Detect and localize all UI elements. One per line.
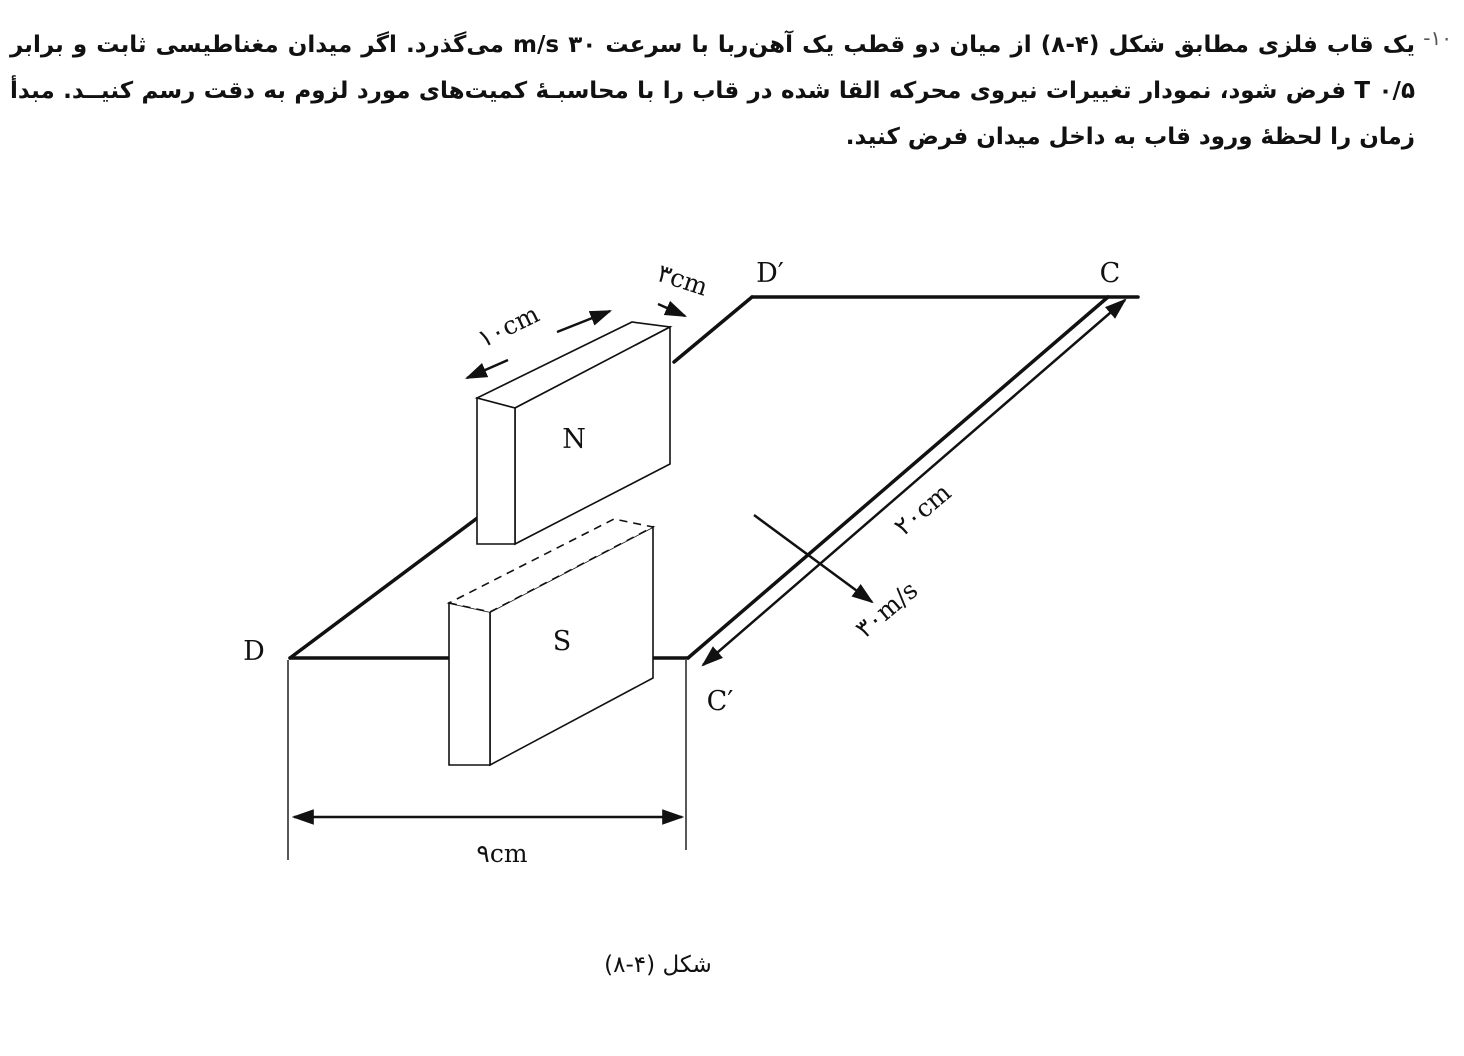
- metal-frame: [290, 297, 1138, 658]
- figure-caption: شکل (۴-۸): [604, 952, 712, 978]
- frame-length-label: ۲۰cm: [888, 477, 957, 542]
- magnet-gap-label: ۳cm: [653, 258, 712, 302]
- frame-length-arrow: [703, 300, 1125, 665]
- corner-d-prime-label: D′: [756, 258, 784, 289]
- corner-d-label: D: [243, 636, 265, 667]
- south-magnet: [449, 519, 653, 765]
- velocity-label: ۳۰m/s: [849, 575, 924, 644]
- corner-c-prime-label: C′: [706, 686, 734, 717]
- magnet-gap-arrow: [658, 304, 685, 316]
- magnet-length-arrow-right: [557, 311, 610, 332]
- question-number: -۱۰: [1423, 26, 1452, 50]
- frame-edge-dd-prime-upper: [674, 297, 752, 362]
- magnet-length-arrow-left: [467, 360, 508, 378]
- corner-c-label: C: [1099, 258, 1121, 289]
- velocity-arrow: [754, 515, 872, 602]
- north-label: N: [562, 424, 586, 455]
- frame-width-label: ۹cm: [476, 839, 528, 868]
- south-magnet-side: [449, 603, 490, 765]
- south-label: S: [552, 626, 572, 657]
- north-magnet-side: [477, 398, 515, 544]
- magnet-length-label: ۱۰cm: [472, 299, 544, 354]
- question-text: یک قاب فلزی مطابق شکل (۴-۸) از میان دو قطب یک آهن‌ربا با سرعت ۳۰ m/s می‌گذرد. اگر میدان مغناطیسی ثابت و برابر ۰/۵ T فرض شود، نمودار تغییرات نیروی محرکه القا شده در قاب را با محاسبـۀ کمیت‌های مورد لزوم به دقت رسم کنیــد. مبدأ زمان را لحظۀ ورود قاب به داخل میدان فرض کنید.: [10, 32, 1415, 150]
